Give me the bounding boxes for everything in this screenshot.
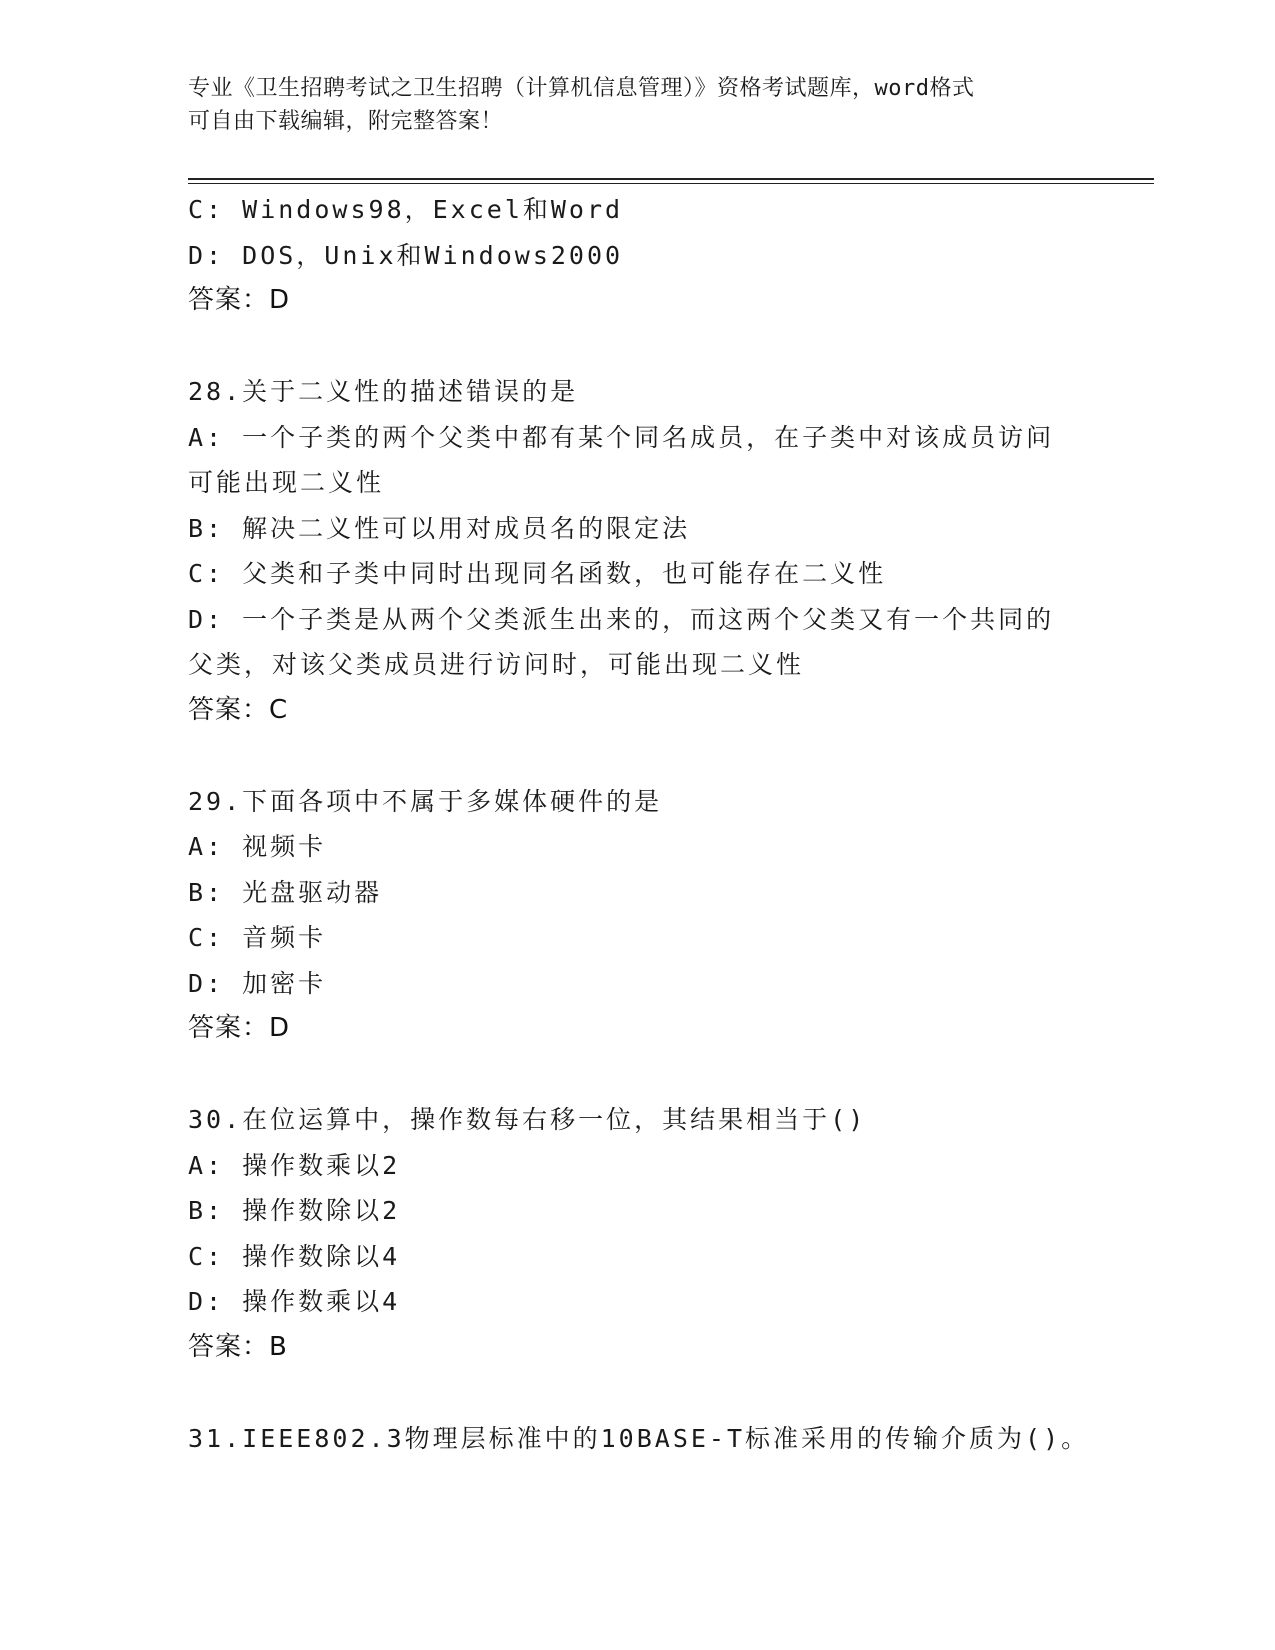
answer-line: 答案：C	[188, 694, 289, 725]
option-c: C: 父类和子类中同时出现同名函数，也可能存在二义性	[188, 559, 887, 588]
carryover-question	[188, 187, 1088, 324]
option-d: D: 操作数乘以4	[188, 1287, 401, 1316]
option-c: C: 操作数除以4	[188, 1241, 401, 1271]
header-line-1: 专业《卫生招聘考试之卫生招聘（计算机信息管理）》资格考试题库，word格式	[188, 76, 975, 101]
option-d: D: 一个子类是从两个父类派生出来的，而这两个父类又有一个共同的	[188, 604, 1055, 634]
option-d-continued: 父类，对该父类成员进行访问时，可能出现二义性	[188, 650, 805, 679]
spacer	[188, 1370, 1088, 1416]
question-stem: 28.关于二义性的描述错误的是	[188, 377, 579, 406]
header-line-2: 可自由下载编辑，附完整答案！	[188, 109, 504, 134]
question-stem: 30.在位运算中，操作数每右移一位，其结果相当于()	[188, 1105, 867, 1134]
question-28	[188, 369, 1088, 733]
answer-line: 答案：D	[188, 1013, 291, 1043]
document-header	[188, 72, 1088, 138]
option-d: D: DOS，Unix和Windows2000	[188, 240, 624, 270]
question-30	[188, 1097, 1088, 1370]
header-divider-thin	[188, 183, 1154, 184]
option-b: B: 光盘驱动器	[188, 877, 383, 907]
question-stem: 29.下面各项中不属于多媒体硬件的是	[188, 786, 663, 816]
option-a-continued: 可能出现二义性	[188, 468, 385, 497]
option-d: D: 加密卡	[188, 968, 327, 998]
answer-line: 答案：D	[188, 285, 291, 315]
spacer	[188, 733, 1088, 779]
question-list	[188, 187, 1088, 1461]
spacer	[188, 324, 1088, 370]
option-c: C: 音频卡	[188, 923, 327, 952]
option-b: B: 解决二义性可以用对成员名的限定法	[188, 513, 691, 543]
question-31	[188, 1416, 1088, 1462]
option-c: C: Windows98，Excel和Word	[188, 195, 624, 224]
answer-line: 答案：B	[188, 1331, 288, 1362]
option-b: B: 操作数除以2	[188, 1196, 401, 1225]
option-a: A: 一个子类的两个父类中都有某个同名成员，在子类中对该成员访问	[188, 422, 1055, 452]
question-29	[188, 779, 1088, 1052]
option-a: A: 操作数乘以2	[188, 1150, 401, 1180]
header-divider-thick	[188, 178, 1154, 180]
option-a: A: 视频卡	[188, 832, 327, 861]
question-stem: 31.IEEE802.3物理层标准中的10BASE-T标准采用的传输介质为()。	[188, 1423, 1090, 1453]
spacer	[188, 1052, 1088, 1098]
